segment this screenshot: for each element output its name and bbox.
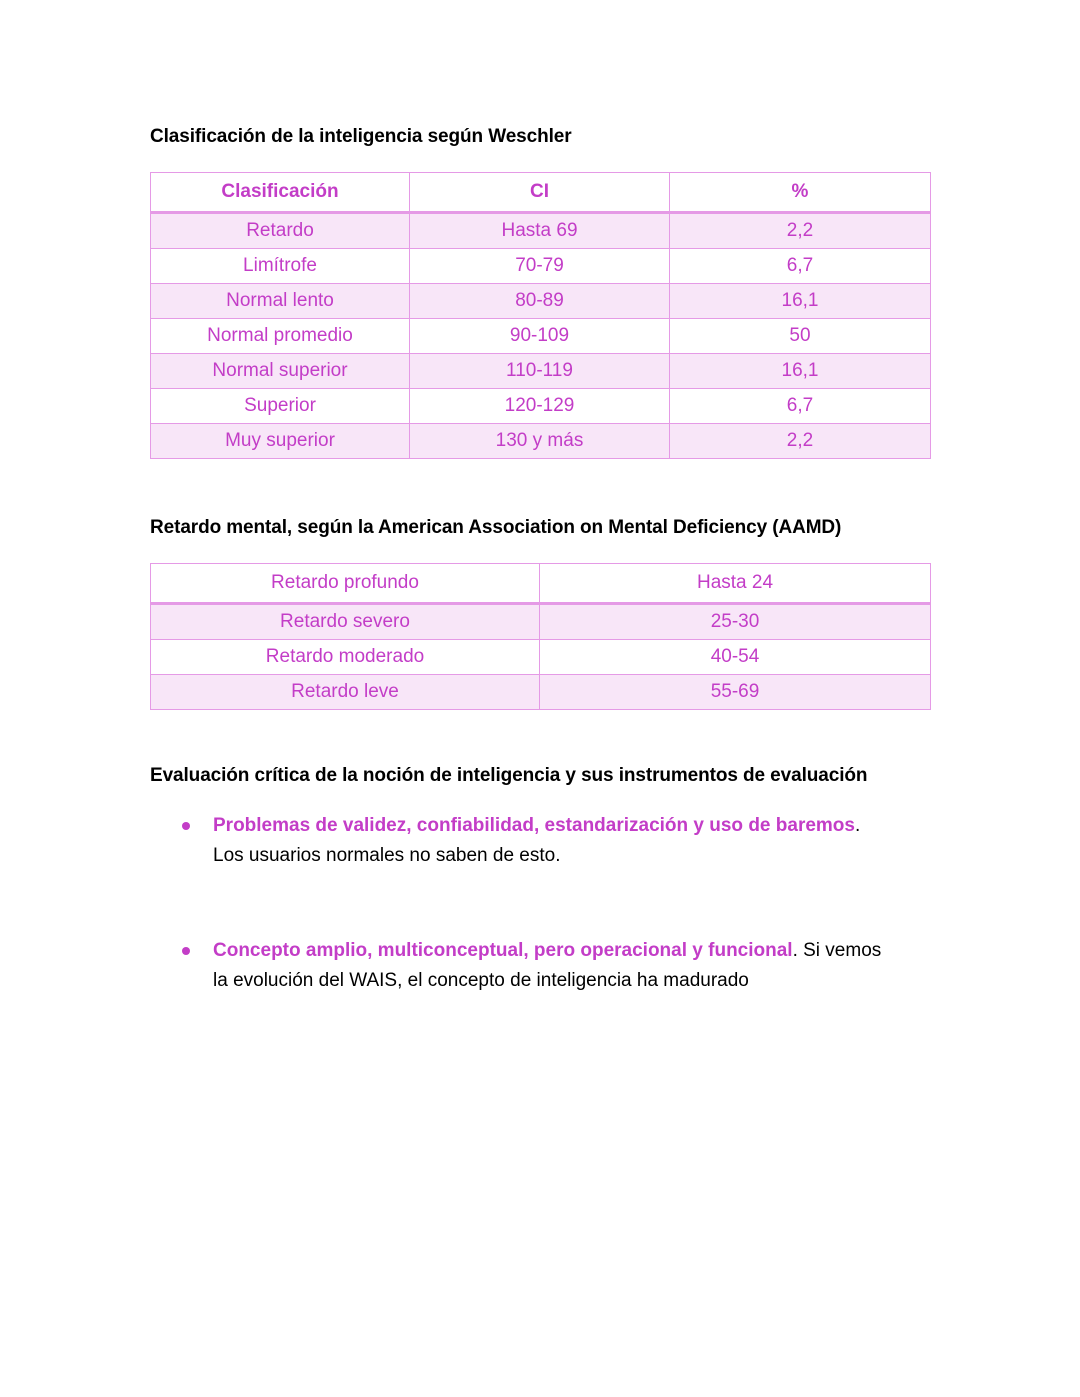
table-cell: Retardo severo (151, 604, 540, 640)
column-header-ci: CI (410, 173, 670, 213)
table-cell: Hasta 69 (410, 213, 670, 249)
table-cell: 55-69 (540, 675, 931, 710)
table-row (151, 424, 931, 459)
table-cell: Retardo (151, 213, 410, 249)
table-cell: Normal superior (151, 354, 410, 389)
table-cell: 110-119 (410, 354, 670, 389)
bullet-highlight: Concepto amplio, multiconceptual, pero operacional y funcional (213, 940, 793, 961)
table-row (151, 213, 931, 249)
table-cell: 6,7 (670, 249, 931, 284)
bullet-text: . Si vemos la evolución del WAIS, el concepto de inteligencia ha madurado (213, 940, 882, 991)
table-cell: 50 (670, 319, 931, 354)
table-cell: 6,7 (670, 389, 931, 424)
table-row (151, 604, 931, 640)
table-cell: 40-54 (540, 640, 931, 675)
table-cell: 80-89 (410, 284, 670, 319)
table-cell: 120-129 (410, 389, 670, 424)
table-cell: Retardo profundo (151, 564, 540, 604)
bullet-icon (182, 822, 190, 830)
table-row (151, 564, 931, 604)
table-row (151, 249, 931, 284)
table-row (151, 675, 931, 710)
table-cell: Normal promedio (151, 319, 410, 354)
table-cell: Normal lento (151, 284, 410, 319)
aamd-table (150, 563, 931, 710)
table-cell: Superior (151, 389, 410, 424)
weschler-heading: Clasificación de la inteligencia según Weschler (150, 126, 572, 147)
table-row (151, 640, 931, 675)
table-cell: 2,2 (670, 213, 931, 249)
evaluation-heading: Evaluación crítica de la noción de inteligencia y sus instrumentos de evaluación (150, 765, 868, 786)
table-cell: Hasta 24 (540, 564, 931, 604)
list-item (150, 811, 930, 871)
weschler-table (150, 172, 931, 459)
bullet-list (150, 936, 930, 996)
table-row (151, 389, 931, 424)
bullet-list (150, 811, 930, 871)
table-cell: Muy superior (151, 424, 410, 459)
table-row (151, 354, 931, 389)
table-row (151, 284, 931, 319)
list-item (150, 936, 930, 996)
table-cell: 16,1 (670, 354, 931, 389)
table-row (151, 319, 931, 354)
table-cell: Retardo leve (151, 675, 540, 710)
table-cell: 25-30 (540, 604, 931, 640)
table-cell: 70-79 (410, 249, 670, 284)
bullet-text: . Los usuarios normales no saben de esto. (213, 815, 861, 866)
table-cell: 16,1 (670, 284, 931, 319)
column-header-percent: % (670, 173, 931, 213)
table-cell: Retardo moderado (151, 640, 540, 675)
table-cell: 130 y más (410, 424, 670, 459)
bullet-highlight: Problemas de validez, confiabilidad, estandarización y uso de baremos (213, 815, 855, 836)
table-header-row (151, 173, 931, 213)
aamd-heading: Retardo mental, según la American Association on Mental Deficiency (AAMD) (150, 517, 842, 538)
table-cell: Limítrofe (151, 249, 410, 284)
column-header-clasificacion: Clasificación (151, 173, 410, 213)
table-cell: 2,2 (670, 424, 931, 459)
table-cell: 90-109 (410, 319, 670, 354)
bullet-icon (182, 947, 190, 955)
